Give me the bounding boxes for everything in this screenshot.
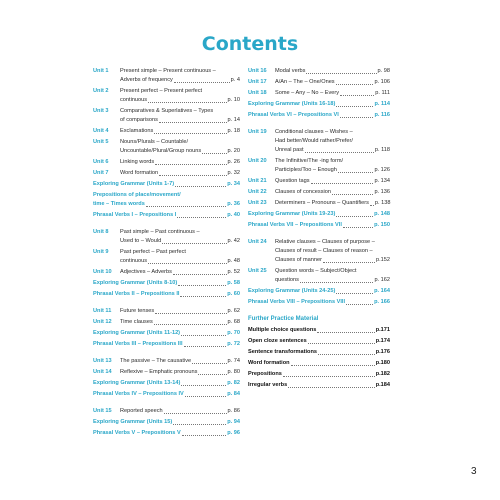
entry-title: Exploring Grammar (Units 11-12) <box>93 330 181 336</box>
page-reference: p. 106 <box>374 79 390 85</box>
dot-leader <box>155 313 226 314</box>
dot-leader <box>308 343 375 344</box>
unit-label: Unit 18 <box>248 90 267 96</box>
page-reference: p. 80 <box>227 369 240 375</box>
toc-entry <box>248 337 390 346</box>
dot-leader <box>291 365 375 366</box>
dot-leader <box>162 243 226 244</box>
dot-leader <box>155 164 226 165</box>
dot-leader <box>173 274 227 275</box>
entry-title: Determiners – Pronouns – Quantifiers <box>275 200 369 206</box>
entry-title: Future tenses <box>120 308 155 314</box>
toc-entry <box>248 315 390 324</box>
toc-entry <box>248 348 390 357</box>
dot-leader <box>148 102 226 103</box>
toc-entry <box>93 67 240 85</box>
page-reference: p. 48 <box>227 258 240 264</box>
dot-leader <box>306 73 376 74</box>
page-reference: p.184 <box>375 382 390 388</box>
page-reference: p. 114 <box>374 101 390 107</box>
entry-title: Nouns/Plurals – Countable/ <box>120 139 189 145</box>
entry-title: Participles/Too – Enough <box>275 167 337 173</box>
toc-entry <box>248 238 390 265</box>
entry-title: Phrasal Verbs II – Prepositions II <box>93 291 180 297</box>
page-reference: p. 96 <box>227 430 240 436</box>
page-reference: p. 60 <box>227 291 240 297</box>
dot-leader <box>311 183 374 184</box>
toc-entry <box>248 188 390 197</box>
entry-title: Irregular verbs <box>248 382 288 388</box>
page-reference: p. 40 <box>227 212 240 218</box>
toc-entry <box>248 89 390 98</box>
page-reference: p. 18 <box>227 128 240 134</box>
toc-entry <box>93 127 240 136</box>
dot-leader <box>202 153 226 154</box>
toc-entry <box>93 357 240 366</box>
dot-leader <box>184 346 227 347</box>
entry-title: Phrasal Verbs VII – Prepositions VII <box>248 222 342 228</box>
page-reference: p. 74 <box>227 358 240 364</box>
dot-leader <box>288 387 375 388</box>
page-reference: p. 150 <box>374 222 390 228</box>
toc-entry <box>248 210 390 219</box>
page-reference: p.171 <box>375 327 390 333</box>
page-title: Contents <box>201 33 299 55</box>
entry-title: Clauses of concession <box>275 189 331 195</box>
entry-title: Question tags <box>275 178 310 184</box>
toc-entry <box>93 180 240 189</box>
entry-title: Used to – Would <box>120 238 162 244</box>
dot-leader <box>336 216 373 217</box>
toc-entry <box>93 87 240 105</box>
page-reference: p. 166 <box>374 299 390 305</box>
page-reference: p. 148 <box>374 211 390 217</box>
dot-leader <box>317 332 374 333</box>
entry-title: Clauses of manner <box>275 257 322 263</box>
entry-title: of comparisons <box>120 117 158 123</box>
toc-entry <box>93 107 240 125</box>
unit-label: Unit 4 <box>93 128 109 134</box>
page-reference: p. 116 <box>374 112 390 118</box>
page-reference: p. 34 <box>227 181 240 187</box>
page-reference: p.182 <box>375 371 390 377</box>
dot-leader <box>198 374 226 375</box>
unit-label: Unit 1 <box>93 68 109 74</box>
page-reference: p. 70 <box>227 330 240 336</box>
dot-leader <box>332 194 373 195</box>
toc-entry <box>93 158 240 167</box>
unit-label: Unit 23 <box>248 200 267 206</box>
toc-entry <box>93 418 240 427</box>
toc-entry <box>93 228 240 246</box>
page-reference: p. 4 <box>230 77 240 83</box>
entry-title: Multiple choice questions <box>248 327 317 333</box>
toc-entry <box>93 211 240 220</box>
dot-leader <box>154 133 226 134</box>
entry-title: The Infinitive/The -ing form/ <box>275 158 344 164</box>
dot-leader <box>177 217 226 218</box>
section-heading: Further Practice Material <box>248 316 319 322</box>
page-reference: p.176 <box>375 349 390 355</box>
dot-leader <box>181 385 226 386</box>
entry-title: Exploring Grammar (Units 16-18) <box>248 101 336 107</box>
page-reference: p. 126 <box>374 167 390 173</box>
toc-entry <box>248 67 390 76</box>
dot-leader <box>336 293 373 294</box>
entry-title: Reported speech <box>120 408 163 414</box>
toc-entry <box>93 340 240 349</box>
entry-title: A/An – The – One/Ones <box>275 79 335 85</box>
unit-label: Unit 8 <box>93 229 109 235</box>
toc-entry <box>93 191 240 209</box>
toc-entry <box>248 267 390 285</box>
entry-title: Exclamations <box>120 128 154 134</box>
entry-title: Past perfect – Past perfect <box>120 249 186 255</box>
unit-label: Unit 5 <box>93 139 109 145</box>
dot-leader <box>323 262 375 263</box>
dot-leader <box>173 424 226 425</box>
unit-label: Unit 15 <box>93 408 112 414</box>
dot-leader <box>370 205 374 206</box>
unit-label: Unit 14 <box>93 369 112 375</box>
toc-entry <box>93 379 240 388</box>
entry-title: Question words – Subject/Object <box>275 268 357 274</box>
contents-column-left <box>93 67 240 440</box>
entry-title: Phrasal Verbs III – Prepositions III <box>93 341 183 347</box>
entry-title: Conditional clauses – Wishes – <box>275 129 353 135</box>
toc-entry <box>93 138 240 156</box>
toc-entry <box>248 359 390 368</box>
entry-title: Past simple – Past continuous – <box>120 229 200 235</box>
entry-title: Linking words <box>120 159 155 165</box>
dot-leader <box>300 282 373 283</box>
entry-title: Exploring Grammar (Units 19-23) <box>248 211 336 217</box>
entry-title: Clauses of result – Clauses of reason – <box>275 248 373 254</box>
dot-leader <box>305 152 374 153</box>
dot-leader <box>174 82 230 83</box>
dot-leader <box>154 324 227 325</box>
dot-leader <box>175 186 226 187</box>
dot-leader <box>148 263 226 264</box>
unit-label: Unit 11 <box>93 308 112 314</box>
page-reference: p. 138 <box>374 200 391 206</box>
toc-entry <box>248 381 390 390</box>
page-reference: p. 20 <box>227 148 240 154</box>
toc-entry <box>93 279 240 288</box>
toc-entry <box>93 390 240 399</box>
unit-label: Unit 21 <box>248 178 267 184</box>
page-reference: p. 111 <box>375 90 390 96</box>
toc-entry <box>248 157 390 175</box>
page-reference: p. 162 <box>374 277 390 283</box>
toc-entry <box>93 368 240 377</box>
toc-entry <box>248 287 390 296</box>
page-reference: p.174 <box>375 338 390 344</box>
entry-title: Exploring Grammar (Units 1-7) <box>93 181 175 187</box>
page-reference: p.180 <box>375 360 390 366</box>
entry-title: time – Times words <box>93 201 145 207</box>
entry-title: Exploring Grammar (Units 24-25) <box>248 288 336 294</box>
entry-title: Adverbs of frequency <box>120 77 173 83</box>
toc-entry <box>248 199 390 208</box>
page-reference: p. 164 <box>374 288 390 294</box>
toc-entry <box>93 169 240 178</box>
toc-entry <box>248 111 390 120</box>
page-reference: p. 36 <box>227 201 240 207</box>
dot-leader <box>146 206 226 207</box>
unit-label: Unit 25 <box>248 268 267 274</box>
page-reference: p. 62 <box>227 308 240 314</box>
entry-title: questions <box>275 277 299 283</box>
entry-title: Comparatives & Superlatives – Types <box>120 108 214 114</box>
entry-title: Sentence transformations <box>248 349 318 355</box>
toc-entry <box>93 318 240 327</box>
toc-entry <box>93 329 240 338</box>
unit-label: Unit 19 <box>248 129 267 135</box>
entry-title: Exploring Grammar (Units 8-10) <box>93 280 178 286</box>
dot-leader <box>338 172 374 173</box>
unit-label: Unit 22 <box>248 189 267 195</box>
dot-leader <box>178 285 226 286</box>
unit-label: Unit 20 <box>248 158 267 164</box>
entry-title: Phrasal Verbs V – Prepositions V <box>93 430 181 436</box>
entry-title: Exploring Grammar (Units 15) <box>93 419 173 425</box>
toc-entry <box>93 307 240 316</box>
unit-label: Unit 7 <box>93 170 109 176</box>
toc-entry <box>93 268 240 277</box>
unit-label: Unit 16 <box>248 68 267 74</box>
toc-entry <box>248 177 390 186</box>
entry-title: Uncountable/Plural/Group nouns <box>120 148 202 154</box>
dot-leader <box>340 95 374 96</box>
page-reference: p. 42 <box>227 238 240 244</box>
dot-leader <box>180 296 226 297</box>
unit-label: Unit 9 <box>93 249 109 255</box>
dot-leader <box>182 435 227 436</box>
dot-leader <box>340 117 374 118</box>
page-reference: p. 32 <box>227 170 240 176</box>
page-reference: p. 136 <box>374 189 390 195</box>
page-reference: p. 94 <box>227 419 240 425</box>
toc-entry <box>248 221 390 230</box>
dot-leader <box>283 376 375 377</box>
entry-title: Open cloze sentences <box>248 338 307 344</box>
entry-title: Exploring Grammar (Units 13-14) <box>93 380 181 386</box>
entry-title: Relative clauses – Clauses of purpose – <box>275 239 375 245</box>
page-reference: p. 52 <box>227 269 240 275</box>
page-reference: p. 58 <box>227 280 240 286</box>
entry-title: Prepositions of place/movement/ <box>93 192 181 198</box>
page-number: 3 <box>471 466 477 477</box>
page-reference: p. 134 <box>374 178 390 184</box>
entry-title: Had better/Would rather/Prefer/ <box>275 138 353 144</box>
entry-title: Time clauses <box>120 319 153 325</box>
page-reference: p.152 <box>376 257 390 263</box>
dot-leader <box>185 396 226 397</box>
entry-title: Present perfect – Present perfect <box>120 88 203 94</box>
entry-title: Word formation <box>248 360 290 366</box>
toc-entry <box>248 78 390 87</box>
unit-label: Unit 3 <box>93 108 109 114</box>
entry-title: Unreal past <box>275 147 304 153</box>
page-reference: p. 86 <box>227 408 240 414</box>
dot-leader <box>336 84 374 85</box>
entry-title: Phrasal Verbs VI – Prepositions VI <box>248 112 339 118</box>
page-reference: p. 72 <box>227 341 240 347</box>
dot-leader <box>159 122 227 123</box>
toc-entry <box>93 290 240 299</box>
entry-title: Word formation <box>120 170 159 176</box>
entry-title: Modal verbs <box>275 68 306 74</box>
page-reference: p. 10 <box>227 97 240 103</box>
toc-entry <box>93 248 240 266</box>
entry-title: Phrasal Verbs IV – Prepositions IV <box>93 391 184 397</box>
dot-leader <box>159 175 226 176</box>
page-reference: p. 14 <box>227 117 240 123</box>
toc-entry <box>248 298 390 307</box>
entry-title: Phrasal Verbs I – Prepositions I <box>93 212 177 218</box>
page-reference: p. 26 <box>227 159 240 165</box>
toc-entry <box>248 100 390 109</box>
unit-label: Unit 10 <box>93 269 112 275</box>
entry-title: Prepositions <box>248 371 282 377</box>
page-reference: p. 84 <box>227 391 240 397</box>
entry-title: Reflexive – Emphatic pronouns <box>120 369 198 375</box>
unit-label: Unit 2 <box>93 88 109 94</box>
unit-label: Unit 6 <box>93 159 109 165</box>
page-reference: p. 82 <box>227 380 240 386</box>
unit-label: Unit 12 <box>93 319 112 325</box>
toc-entry <box>248 128 390 155</box>
dot-leader <box>336 106 373 107</box>
entry-title: The passive – The causative <box>120 358 192 364</box>
dot-leader <box>164 413 227 414</box>
dot-leader <box>318 354 375 355</box>
dot-leader <box>181 335 226 336</box>
toc-entry <box>248 326 390 335</box>
entry-title: continuous <box>120 258 148 264</box>
unit-label: Unit 13 <box>93 358 112 364</box>
entry-title: Present simple – Present continuous – <box>120 68 216 74</box>
dot-leader <box>192 363 226 364</box>
entry-title: Some – Any – No – Every <box>275 90 340 96</box>
toc-entry <box>93 407 240 416</box>
entry-title: Adjectives – Adverbs <box>120 269 172 275</box>
page-reference: p. 118 <box>374 147 390 153</box>
unit-label: Unit 24 <box>248 239 267 245</box>
dot-leader <box>346 304 373 305</box>
toc-entry <box>248 370 390 379</box>
entry-title: continuous <box>120 97 148 103</box>
page-reference: p. 68 <box>227 319 240 325</box>
toc-entry <box>93 429 240 438</box>
contents-column-right <box>248 67 390 392</box>
entry-title: Phrasal Verbs VIII – Prepositions VIII <box>248 299 345 305</box>
unit-label: Unit 17 <box>248 79 267 85</box>
dot-leader <box>343 227 373 228</box>
page-reference: p. 98 <box>377 68 390 74</box>
